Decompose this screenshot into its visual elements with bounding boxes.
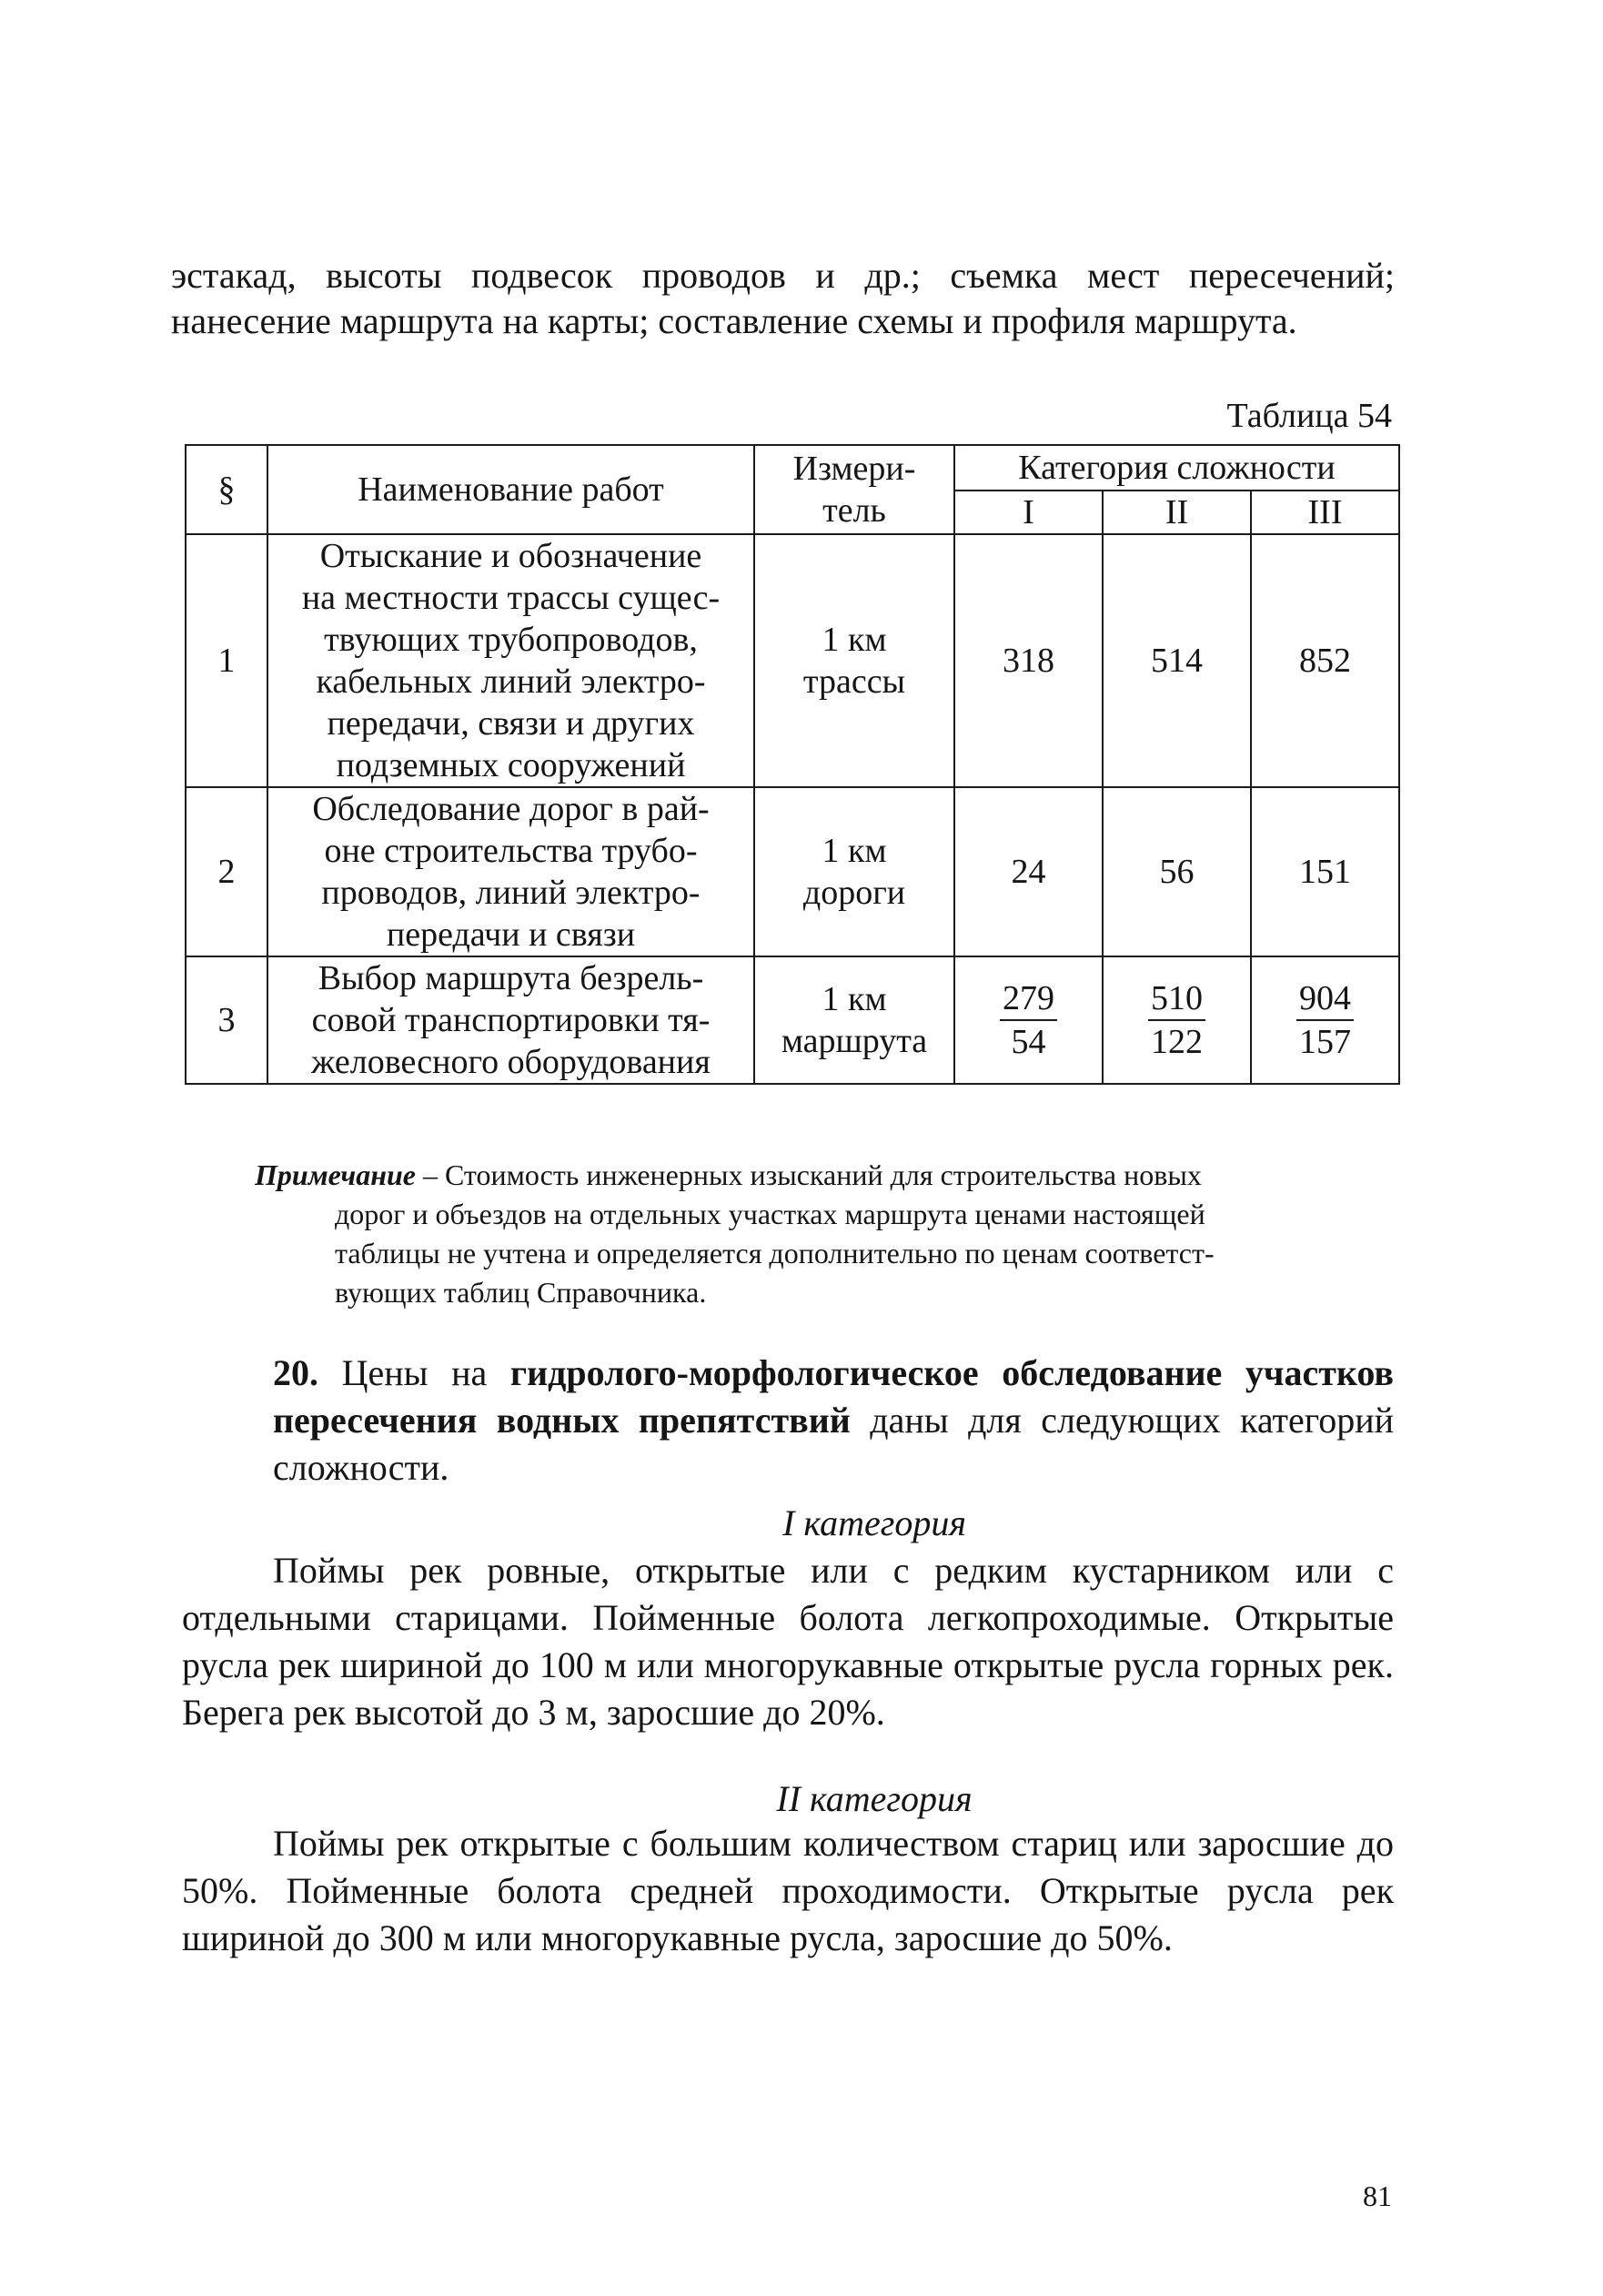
price-category-3: 151: [1251, 787, 1399, 956]
table-header-row: [186, 445, 1399, 491]
row-number: 3: [186, 956, 267, 1084]
work-name-line: подземных сооружений: [336, 746, 686, 784]
note-first-line: [255, 1156, 1392, 1195]
work-name-line: желовесного оборудования: [311, 1043, 711, 1081]
work-name-line: твующих трубопроводов,: [324, 621, 698, 659]
header-category-1: I: [954, 491, 1103, 534]
work-name-line: кабельных линий электро-: [316, 663, 706, 701]
row-number: 2: [186, 787, 267, 956]
section-bold-subject: гидролого-морфологическое обследование участков пересечения водных препятствий: [273, 1352, 1394, 1441]
work-name-line: передачи, связи и других: [327, 704, 695, 743]
work-name-line: на местности трассы сущес-: [301, 579, 721, 617]
price-fraction: [1000, 977, 1057, 1063]
unit-line: 1 км: [822, 621, 887, 659]
header-unit-line2: тель: [822, 491, 886, 530]
table-note: [255, 1156, 1392, 1312]
header-section-sign: §: [186, 445, 267, 534]
unit-line: дороги: [802, 874, 906, 912]
row-work-name: [267, 787, 754, 956]
note-label: Примечание: [255, 1158, 416, 1191]
fraction-numerator: 510: [1148, 977, 1205, 1021]
header-category-group: Категория сложности: [954, 445, 1399, 491]
work-name-line: Отыскание и обозначение: [319, 537, 702, 575]
section-text-b: даны для следующих категорий сложности.: [273, 1400, 1395, 1488]
work-name-line: Выбор маршрута безрель-: [318, 959, 704, 997]
price-fraction: [1148, 977, 1205, 1063]
header-unit: [754, 445, 954, 534]
table-row: [186, 787, 1399, 956]
category-1-text: Поймы рек ровные, открытые или с редким кустарником или с отдельными старицами. Пойменные болота легкопроходимые. Открытые русла рек шириной до 100 м или многорукавные открытые русла горных рек. Берега рек высотой до 3 м, заросшие до 20%.: [182, 1550, 1394, 1733]
fraction-numerator: 904: [1296, 977, 1354, 1021]
price-category-2: 56: [1103, 787, 1251, 956]
header-unit-line1: Измери-: [792, 450, 916, 488]
work-name-line: Обследование дорог в рай-: [312, 790, 710, 828]
row-unit: [754, 534, 954, 787]
work-name-line: проводов, линий электро-: [321, 874, 701, 912]
note-text: – Стоимость инженерных изысканий для строительства новых: [415, 1158, 1202, 1191]
rates-table: [185, 444, 1400, 1085]
intro-paragraph: эстакад, высоты подвесок проводов и др.; съемка мест пересечений; нанесение маршрута на карты; составление схемы и профиля маршрута.: [171, 255, 1395, 341]
price-category-1: [954, 956, 1103, 1084]
unit-line: трассы: [802, 663, 906, 701]
price-category-3: [1251, 956, 1399, 1084]
price-category-1: 318: [954, 534, 1103, 787]
table-row: [186, 534, 1399, 787]
price-category-2: 514: [1103, 534, 1251, 787]
work-name-line: передачи и связи: [386, 915, 636, 954]
fraction-denominator: 122: [1151, 1023, 1203, 1061]
header-category-3: III: [1251, 491, 1399, 534]
table-caption: Таблица 54: [1226, 397, 1392, 435]
header-work-name: Наименование работ: [267, 445, 754, 534]
note-line: дорог и объездов на отдельных участках маршрута ценами настоящей: [335, 1198, 1205, 1230]
fraction-denominator: 157: [1299, 1023, 1351, 1061]
section-number: 20.: [273, 1352, 318, 1393]
row-unit: [754, 787, 954, 956]
unit-line: 1 км: [822, 980, 887, 1018]
work-name-line: совой транспортировки тя-: [311, 1001, 711, 1039]
note-line: таблицы не учтена и определяется дополнительно по ценам соответст-: [335, 1237, 1215, 1269]
row-number: 1: [186, 534, 267, 787]
page-number: 81: [1363, 2180, 1392, 2212]
section-text-a: Цены на: [318, 1352, 510, 1393]
price-category-1: 24: [954, 787, 1103, 956]
table-row: [186, 956, 1399, 1084]
section-20-paragraph: [273, 1350, 1394, 1492]
row-unit: [754, 956, 954, 1084]
note-line: вующих таблиц Справочника.: [335, 1276, 707, 1309]
fraction-denominator: 54: [1011, 1023, 1046, 1061]
category-1-heading: I категория: [782, 1502, 966, 1543]
row-work-name: [267, 534, 754, 787]
category-2-text: Поймы рек открытые с большим количеством стариц или заросшие до 50%. Пойменные болота средней проходимости. Открытые русла рек шириной до 300 м или многорукавные русла, заросшие до 50%.: [182, 1823, 1394, 1958]
row-work-name: [267, 956, 754, 1084]
category-2-heading: II категория: [776, 1778, 973, 1819]
unit-line: маршрута: [781, 1022, 928, 1060]
header-category-2: II: [1103, 491, 1251, 534]
unit-line: 1 км: [822, 832, 887, 870]
price-category-3: 852: [1251, 534, 1399, 787]
price-category-2: [1103, 956, 1251, 1084]
fraction-numerator: 279: [1000, 977, 1057, 1021]
work-name-line: оне строительства трубо-: [324, 832, 698, 870]
price-fraction: [1296, 977, 1354, 1063]
